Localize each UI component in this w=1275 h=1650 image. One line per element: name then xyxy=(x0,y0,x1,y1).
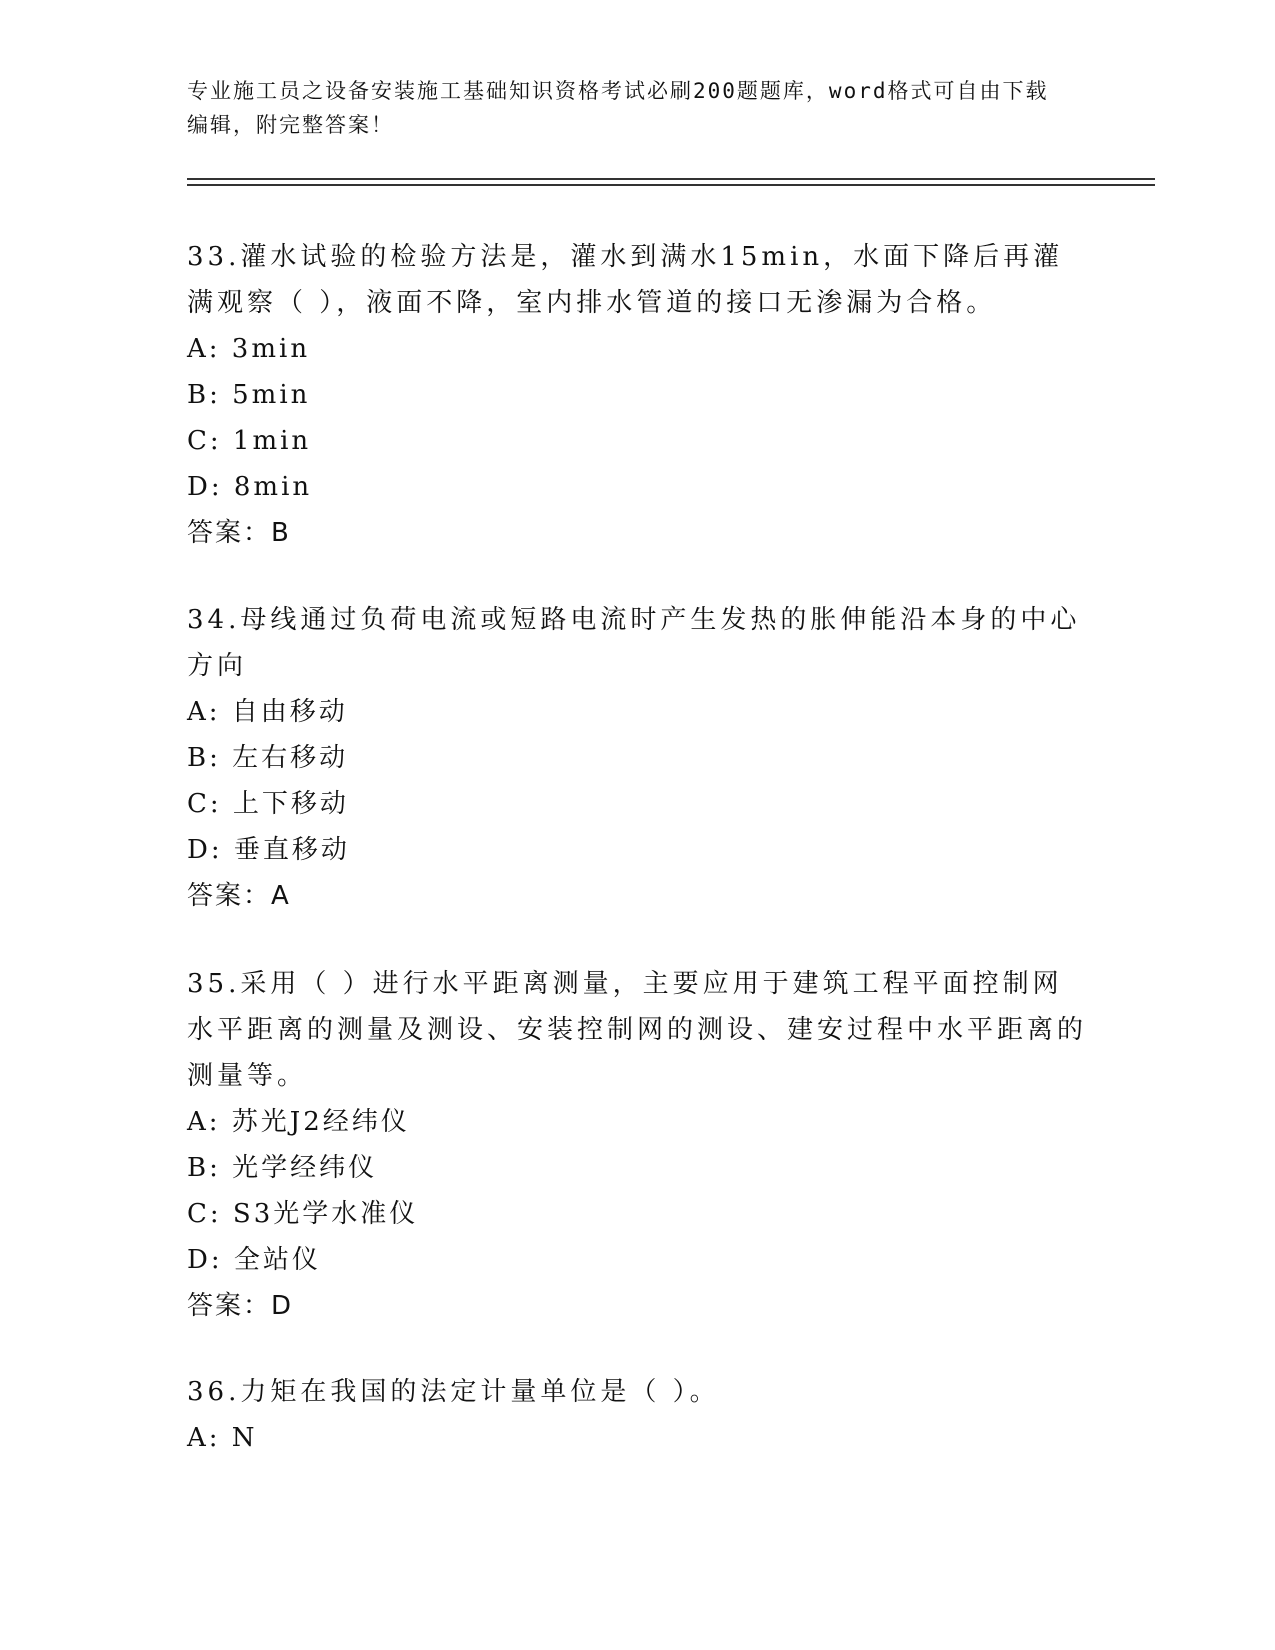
question-34 xyxy=(187,597,1087,919)
question-stem: 34.母线通过负荷电流或短路电流时产生发热的胀伸能沿本身的中心方向 xyxy=(187,605,1081,681)
option-d: D: 全站仪 xyxy=(187,1245,321,1275)
answer-line: 答案：B xyxy=(187,518,291,548)
answer-line: 答案：D xyxy=(187,1291,294,1321)
question-stem: 36.力矩在我国的法定计量单位是（ ）。 xyxy=(187,1377,720,1407)
option-a: A: 3min xyxy=(187,334,311,364)
question-stem: 35.采用（ ）进行水平距离测量，主要应用于建筑工程平面控制网水平距离的测量及测设、安装控制网的测设、建安过程中水平距离的测量等。 xyxy=(187,969,1088,1091)
option-c: C: 上下移动 xyxy=(187,789,349,819)
header-divider-bottom xyxy=(187,184,1155,186)
answer-line: 答案：A xyxy=(187,881,291,911)
option-a: A: N xyxy=(187,1423,258,1453)
header-divider-top xyxy=(187,178,1155,180)
question-33 xyxy=(187,234,1087,556)
option-b: B: 5min xyxy=(187,380,311,410)
question-stem: 33.灌水试验的检验方法是，灌水到满水15min，水面下降后再灌满观察（ ），液面不降，室内排水管道的接口无渗漏为合格。 xyxy=(187,242,1064,318)
option-d: D: 垂直移动 xyxy=(187,835,350,865)
document-header-title: 专业施工员之设备安装施工基础知识资格考试必刷200题题库，word格式可自由下载编辑，附完整答案！ xyxy=(187,79,1049,137)
option-a: A: 苏光J2经纬仪 xyxy=(187,1107,410,1137)
question-35 xyxy=(187,961,1087,1329)
option-d: D: 8min xyxy=(187,472,313,502)
option-c: C: 1min xyxy=(187,426,312,456)
question-36 xyxy=(187,1369,1087,1461)
option-b: B: 光学经纬仪 xyxy=(187,1153,378,1183)
option-b: B: 左右移动 xyxy=(187,743,349,773)
option-c: C: S3光学水准仪 xyxy=(187,1199,419,1229)
option-a: A: 自由移动 xyxy=(187,697,348,727)
